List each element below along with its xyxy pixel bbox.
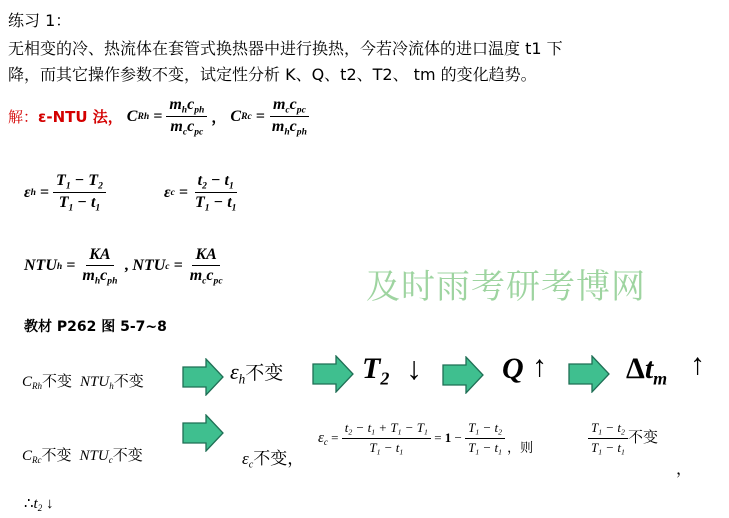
- chain1-t2: $T_2$: [362, 352, 390, 389]
- chain2-unchanged-3: 不变: [253, 449, 288, 469]
- epsilon-c-formula: ε c = $\frac{t_2 - t_1}{T_1 - t_1}$: [164, 172, 237, 214]
- chain2-epsilon-c: $\varepsilon_c$ 不变 ，: [242, 444, 304, 471]
- conclusion-down-arrow: ↓: [45, 496, 54, 512]
- chain2-epsilon-expansion: $\varepsilon_c$ = $\frac{t_2 - t_1 + T_1 - T_1}{T_1 - t_1}$ = 1 − $\frac{T_1 - t_2}{T_1 - t_1}$ ，则: [318, 420, 534, 457]
- solution-prefix: 解：: [8, 108, 39, 127]
- c-rh-formula: C Rh = $\frac{m_hc_{ph}}{m_cc_{pc}}$: [127, 96, 208, 138]
- exercise-line-2: 降，而其它操作参数不变，试定性分析 K、Q、t2、T2、 tm 的变化趋势。: [8, 65, 537, 84]
- therefore-symbol: ∴: [24, 496, 34, 512]
- block-arrow-icon: [182, 414, 224, 452]
- exercise-line-1: 无相变的冷、热流体在套管式换热器中进行换热，今若冷流体的进口温度 t1 下: [8, 39, 563, 58]
- block-arrow-icon: [568, 355, 610, 393]
- block-arrow-icon: [182, 358, 224, 396]
- chain2-unchanged-1: 不变: [41, 446, 72, 464]
- chain2-comma-1: ，: [287, 449, 305, 468]
- chain1-t2-down-arrow: ↓: [406, 350, 422, 386]
- chain2-unchanged-2: 不变: [112, 446, 143, 464]
- epsilon-h-formula: ε h = $\frac{T_1 - T_2}{T_1 - t_1}$: [24, 172, 106, 214]
- watermark-text: 及时雨考研考博网: [366, 269, 646, 306]
- ntu-h-formula: NTU h = $\frac{KA}{m_hc_{ph}}$ , NTU c = $\frac{KA}{m_cc_{pc}}$: [24, 246, 223, 287]
- textbook-reference: 教材 P262 图 5-7~8: [24, 319, 167, 335]
- block-arrow-icon: [312, 355, 354, 393]
- chain1-unchanged-1: 不变: [42, 372, 73, 390]
- conclusion-line: ∴ $t_2$ ↓: [24, 496, 54, 514]
- chain1-epsilon-h: $\varepsilon_h$ 不变: [230, 359, 284, 387]
- chain2-then: ，则: [507, 441, 534, 457]
- c-rc-formula: C Rc = $\frac{m_cc_{pc}}{m_hc_{ph}}$: [230, 96, 307, 138]
- chain2-comma-2: ，: [676, 461, 693, 478]
- block-arrow-icon: [442, 356, 484, 394]
- chain1-delta-tm: $\Delta t_m$: [626, 352, 668, 389]
- chain2-condition: $C_{Rc}$ 不变 $NTU_c$ 不变: [22, 446, 143, 466]
- exercise-title: 练习 1：: [8, 11, 72, 30]
- chain1-unchanged-2: 不变: [113, 372, 144, 390]
- chain1-unchanged-3: 不变: [245, 362, 284, 384]
- chain1-q-up-arrow: ↑: [532, 350, 547, 383]
- solution-line: [8, 96, 310, 138]
- chain1-delta-tm-up-arrow: ↑: [690, 348, 705, 381]
- solution-separator: ，: [211, 108, 227, 127]
- chain2-unchanged-4: 不变: [627, 428, 658, 446]
- chain1-condition: $C_{Rh}$ 不变 $NTU_h$ 不变: [22, 372, 144, 392]
- solution-method: ε-NTU 法，: [38, 108, 123, 127]
- chain1-q: Q: [502, 352, 524, 385]
- chain2-ratio-unchanged: $\frac{T_1 - t_2}{T_1 - t_1}$ 不变: [588, 420, 658, 456]
